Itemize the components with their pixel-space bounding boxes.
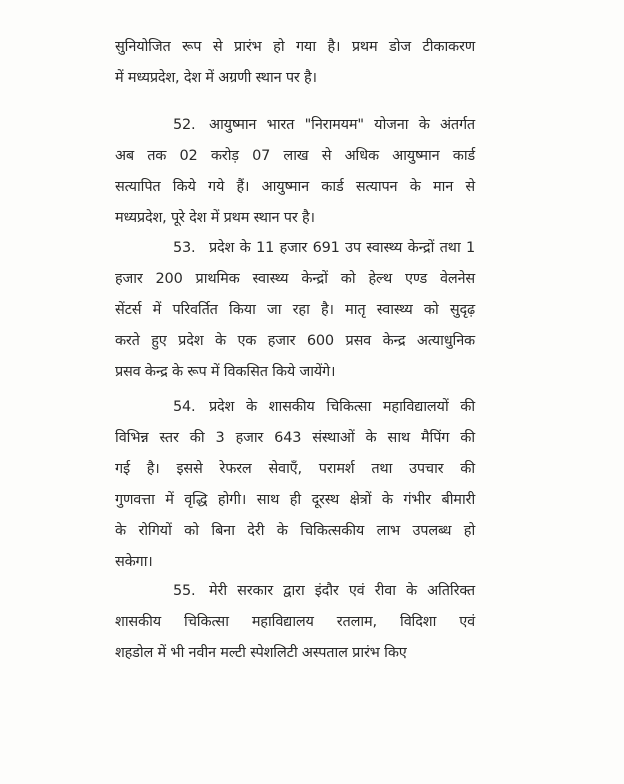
text-line: करते हुए प्रदेश के एक हजार 600 प्रसव केन्द्र अत्याधुनिक (115, 333, 475, 349)
text-line-content: आयुष्मान भारत "निरामयम" योजना के अंतर्गत (209, 117, 475, 133)
text-line-content: प्रदेश के 11 हजार 691 उप स्वास्थ्य केन्द्रों तथा 1 (209, 240, 475, 256)
text-line (115, 233, 475, 264)
text-line (115, 110, 475, 141)
text-line: मध्यप्रदेश, पूरे देश में प्रथम स्थान पर है। (115, 210, 315, 226)
paragraph-55 (115, 576, 475, 669)
text-line: सुनियोजित रूप से प्रारंभ हो गया है। प्रथम डोज टीकाकरण (115, 39, 475, 55)
text-line: विभिन्न स्तर की 3 हजार 643 संस्थाओं के साथ मैपिंग की (115, 430, 475, 446)
paragraph-54 (115, 392, 475, 578)
text-line: के रोगियों को बिना देरी के चिकित्सकीय लाभ उपलब्ध हो (115, 523, 475, 539)
paragraph-number: 53. (173, 240, 196, 256)
text-line (115, 392, 475, 423)
paragraph-52 (115, 110, 475, 234)
paragraph-number: 55. (173, 583, 196, 599)
text-line: हजार 200 प्राथमिक स्वास्थ्य केन्द्रों को हेल्थ एण्ड वेलनेस (115, 271, 475, 287)
text-line: शासकीय चिकित्सा महाविद्यालय रतलाम, विदिशा एवं (115, 614, 475, 630)
text-line-content: प्रदेश के शासकीय चिकित्सा महाविद्यालयों की (209, 399, 475, 415)
text-line: में मध्यप्रदेश, देश में अग्रणी स्थान पर है। (115, 70, 317, 86)
text-line: सत्यापित किये गये हैं। आयुष्मान कार्ड सत्यापन के मान से (115, 179, 475, 195)
text-line: सकेगा। (115, 554, 153, 570)
text-line: अब तक 02 करोड़ 07 लाख से अधिक आयुष्मान कार्ड (115, 148, 475, 164)
text-line: शहडोल में भी नवीन मल्टी स्पेशलिटी अस्पताल प्रारंभ किए (115, 645, 407, 661)
text-line: गुणवत्ता में वृद्धि होगी। साथ ही दूरस्थ क्षेत्रों के गंभीर बीमारी (115, 492, 475, 508)
paragraph-number: 54. (173, 399, 196, 415)
text-line: प्रसव केन्द्र के रूप में विकसित किये जायेंगे। (115, 364, 336, 380)
text-line (115, 576, 475, 607)
text-line: सेंटर्स में परिवर्तित किया जा रहा है। मातृ स्वास्थ्य को सुदृढ़ (115, 302, 475, 318)
text-line: गई है। इससे रेफरल सेवाएँ, परामर्श तथा उपचार की (115, 461, 475, 477)
text-line-content: मेरी सरकार द्वारा इंदौर एवं रीवा के अतिरिक्त (209, 583, 475, 599)
paragraph-number: 52. (173, 117, 196, 133)
paragraph-continued (115, 32, 475, 94)
paragraph-53 (115, 233, 475, 388)
